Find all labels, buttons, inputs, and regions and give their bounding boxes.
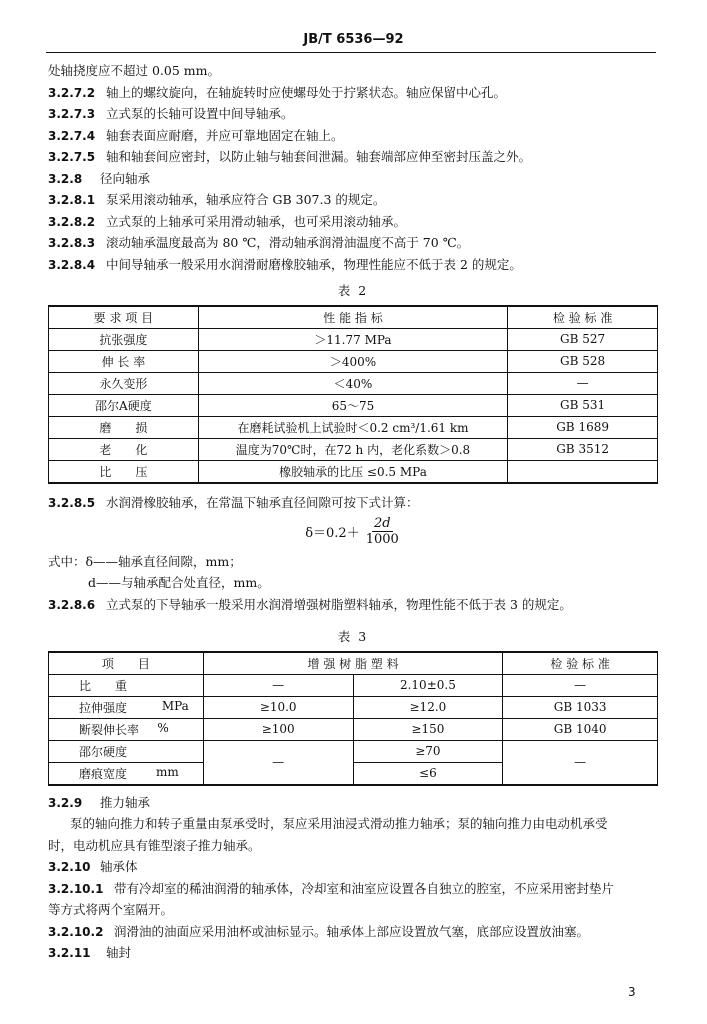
item-label: 磨痕宽度 — [79, 766, 128, 781]
paragraph-329-line2: 时，电动机应具有锥型滚子推力轴承。 — [48, 837, 261, 853]
clause-number: 3.2.8.2 — [48, 214, 96, 229]
table-cell: 2.10±0.5 — [353, 674, 503, 696]
clause-32101 — [48, 880, 658, 898]
table-cell — [49, 762, 204, 785]
clause-text: 轴套表面应耐磨，并应可靠地固定在轴上。 — [106, 127, 344, 143]
table-cell: GB 1033 — [503, 696, 658, 718]
section-title: 轴承体 — [100, 859, 138, 874]
clause-text: 水润滑橡胶轴承，在常温下轴承直径间隙可按下式计算： — [106, 494, 419, 510]
item-unit: MPa — [161, 698, 189, 713]
table-cell: — — [503, 740, 658, 785]
section-number: 3.2.9 — [48, 795, 83, 810]
section-number: 3.2.8 — [48, 171, 83, 186]
table-row — [49, 674, 658, 696]
item-unit: mm — [156, 764, 179, 779]
where-prefix: 式中： — [48, 553, 86, 569]
section-3211 — [48, 944, 658, 962]
formula-denominator: 1000 — [365, 531, 399, 547]
item-label: 断裂伸长率 — [79, 722, 140, 737]
clause-number: 3.2.8.3 — [48, 236, 96, 250]
clause-32101-continued: 等方式将两个室隔开。 — [48, 902, 174, 917]
clause-3283 — [48, 234, 658, 252]
table-cell: 比 压 — [49, 460, 199, 483]
clause-32102 — [48, 923, 658, 941]
clause-text: 滚动轴承温度最高为 80 ℃，滑动轴承润滑油温度不高于 70 ℃。 — [106, 235, 470, 250]
table-row — [49, 740, 658, 762]
section-3210 — [48, 858, 658, 876]
column-header: 性 能 指 标 — [198, 306, 507, 329]
clause-number: 3.2.8.5 — [48, 495, 96, 510]
clause-number: 3.2.8.1 — [48, 193, 96, 207]
section-title: 推力轴承 — [100, 794, 151, 810]
table-cell: ＞400% — [198, 350, 507, 372]
clause-text: 泵采用滚动轴承，轴承应符合 GB 307.3 的规定。 — [106, 192, 386, 207]
table-cell — [49, 740, 204, 762]
page-number: 3 — [628, 985, 636, 999]
table-cell: GB 531 — [508, 394, 658, 416]
table-cell: 温度为70℃时，在72 h 内，老化系数＞0.8 — [198, 438, 507, 460]
item-unit: % — [157, 720, 169, 735]
section-title: 轴封 — [106, 945, 132, 960]
table-cell: ≥150 — [353, 718, 503, 740]
header-rule — [46, 52, 656, 53]
column-header: 检 验 标 准 — [508, 306, 658, 329]
table-cell: GB 1689 — [508, 416, 658, 438]
table-cell — [49, 674, 204, 696]
clause-3284 — [48, 256, 658, 274]
item-label: 邵尔硬度 — [79, 744, 128, 759]
table-cell: — — [508, 372, 658, 394]
formula-where-1 — [48, 553, 658, 571]
table-header-row — [49, 306, 658, 329]
formula-fraction — [364, 516, 401, 547]
clause-text: 轴上的螺纹旋向，在轴旋转时应使螺母处于拧紧状态。轴应保留中心孔。 — [106, 84, 507, 100]
clause-number: 3.2.7.2 — [48, 85, 96, 100]
table-cell: 老 化 — [49, 438, 199, 460]
clause-number: 3.2.8.4 — [48, 257, 96, 272]
clause-3281 — [48, 191, 658, 209]
table-row — [49, 696, 658, 718]
section-329 — [48, 794, 658, 812]
item-label: 比 重 — [79, 678, 128, 693]
table-3 — [48, 651, 658, 786]
table-cell: 65～75 — [198, 394, 507, 416]
clause-number: 3.2.7.5 — [48, 150, 96, 164]
table-cell: ≥12.0 — [353, 696, 503, 718]
table-cell: 抗张强度 — [49, 328, 199, 350]
paragraph-329-line1: 泵的轴向推力和转子重量由泵承受时，泵应采用油浸式滑动推力轴承；泵的轴向推力由电动机承受 — [70, 816, 608, 831]
table2-caption: 表 2 — [337, 282, 369, 298]
clause-text: 带有冷却室的稀油润滑的轴承体，冷却室和油室应设置各自独立的腔室，不应采用密封垫片 — [114, 880, 615, 896]
document-body — [48, 62, 658, 966]
page-header: JB/T 6536—92 — [303, 32, 404, 47]
table-cell: ≥10.0 — [203, 696, 353, 718]
column-header: 增 强 树 脂 塑 料 — [203, 652, 502, 675]
clause-text: 立式泵的上轴承可采用滑动轴承，也可采用滚动轴承。 — [106, 213, 407, 229]
section-328 — [48, 170, 658, 188]
section-title: 径向轴承 — [100, 170, 151, 186]
clause-3273 — [48, 105, 658, 123]
clause-3282 — [48, 213, 658, 231]
table-cell: 伸 长 率 — [49, 350, 199, 372]
table-cell: 在磨耗试验机上试验时＜0.2 cm³/1.61 km — [198, 416, 507, 438]
clause-3274 — [48, 127, 658, 145]
variable-definition: δ——轴承直径间隙，mm； — [85, 553, 242, 569]
column-header: 项 目 — [49, 652, 204, 675]
clause-text: 润滑油的油面应采用油杯或油标显示。轴承体上部应设置放气塞，底部应设置放油塞。 — [114, 923, 590, 939]
table-cell: ≥70 — [353, 740, 503, 762]
table-cell: GB 527 — [508, 328, 658, 350]
table-row — [49, 416, 658, 438]
clause-3285 — [48, 494, 658, 512]
clause-number: 3.2.10.1 — [48, 881, 104, 896]
intro-line: 处轴挠度应不超过 0.05 mm。 — [48, 63, 220, 78]
table-row — [49, 372, 658, 394]
clause-number: 3.2.7.3 — [48, 107, 96, 121]
table-cell — [49, 696, 204, 718]
table-row — [49, 438, 658, 460]
table-row — [49, 460, 658, 483]
section-number: 3.2.11 — [48, 946, 91, 960]
table-cell: GB 528 — [508, 350, 658, 372]
clause-number: 3.2.10.2 — [48, 924, 104, 939]
section-number: 3.2.10 — [48, 860, 91, 874]
table-cell: — — [203, 740, 353, 785]
table-cell: ≤6 — [353, 762, 503, 785]
table-cell: 邵尔A硬度 — [49, 394, 199, 416]
formula-numerator: 2d — [373, 515, 391, 531]
clause-text: 立式泵的下导轴承一般采用水润滑增强树脂塑料轴承，物理性能不低于表 3 的规定。 — [106, 596, 572, 612]
clause-text: 中间导轴承一般采用水润滑耐磨橡胶轴承，物理性能应不低于表 2 的规定。 — [106, 256, 522, 272]
clause-text: 轴和轴套间应密封，以防止轴与轴套间泄漏。轴套端部应伸至密封压盖之外。 — [106, 149, 532, 164]
table-cell: 磨 损 — [49, 416, 199, 438]
formula-lhs: δ＝0.2＋ — [305, 525, 360, 541]
table-2 — [48, 305, 658, 484]
formula-where-2: d——与轴承配合处直径，mm。 — [88, 575, 270, 590]
column-header: 检 验 标 准 — [503, 652, 658, 675]
clause-3286 — [48, 596, 658, 614]
clause-3275 — [48, 148, 658, 166]
table-cell: 橡胶轴承的比压 ≤0.5 MPa — [198, 460, 507, 483]
table-row — [49, 328, 658, 350]
table-row — [49, 350, 658, 372]
table-cell: GB 1040 — [503, 718, 658, 740]
clause-number: 3.2.8.6 — [48, 597, 96, 612]
table-cell: ＞11.77 MPa — [198, 328, 507, 350]
table-cell: GB 3512 — [508, 438, 658, 460]
column-header: 要 求 项 目 — [49, 306, 199, 329]
table-cell: — — [203, 674, 353, 696]
clause-3272 — [48, 84, 658, 102]
table-cell — [49, 718, 204, 740]
table-row — [49, 394, 658, 416]
table-header-row — [49, 652, 658, 675]
table-cell — [508, 460, 658, 483]
clause-number: 3.2.7.4 — [48, 128, 96, 143]
clause-text: 立式泵的长轴可设置中间导轴承。 — [106, 106, 294, 121]
table-cell: ＜40% — [198, 372, 507, 394]
table3-caption: 表 3 — [337, 628, 369, 644]
formula — [48, 516, 658, 547]
item-label: 拉伸强度 — [79, 700, 128, 715]
table-cell: — — [503, 674, 658, 696]
table-cell: 永久变形 — [49, 372, 199, 394]
table-cell: ≥100 — [203, 718, 353, 740]
table-row — [49, 718, 658, 740]
